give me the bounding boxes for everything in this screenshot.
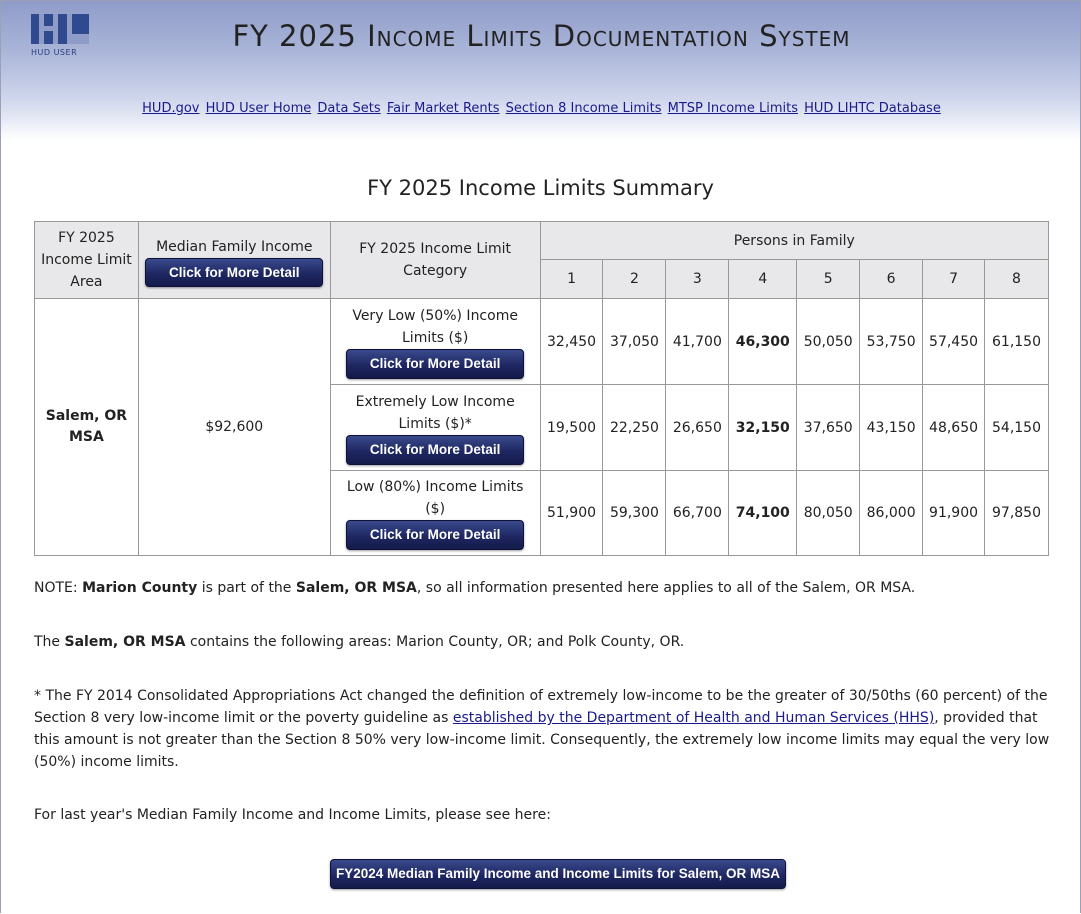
logo-text: HUD USER	[31, 48, 78, 57]
value-cell: 57,450	[923, 299, 985, 385]
header-median-family-income	[138, 222, 330, 299]
nav-link-hud-lihtc-database[interactable]: HUD LIHTC Database	[804, 101, 941, 116]
value-cell: 22,250	[603, 385, 666, 471]
contains-paragraph: The Salem, OR MSA contains the following areas: Marion County, OR; and Polk County, OR.	[34, 634, 685, 650]
nav-link-hud-user-home[interactable]: HUD User Home	[205, 101, 312, 116]
header-category: FY 2025 Income Limit Category	[330, 222, 540, 299]
nav-link-section8-income-limits[interactable]: Section 8 Income Limits	[505, 101, 662, 116]
area-cell: Salem, OR MSA	[35, 299, 139, 556]
extremely-low-detail-button[interactable]: Click for More Detail	[346, 435, 524, 465]
value-cell: 74,100	[729, 471, 797, 556]
summary-title: FY 2025 Income Limits Summary	[367, 176, 714, 200]
hhs-link[interactable]: established by the Department of Health and Human Services (HHS)	[452, 710, 935, 726]
mfi-detail-button[interactable]: Click for More Detail	[145, 258, 323, 287]
site-header	[1, 1, 1080, 141]
value-cell: 53,750	[860, 299, 923, 385]
value-cell: 48,650	[923, 385, 985, 471]
value-cell: 50,050	[797, 299, 860, 385]
value-cell: 80,050	[797, 471, 860, 556]
value-cell: 66,700	[666, 471, 729, 556]
header-person-count: 5	[797, 260, 860, 299]
category-label: Extremely Low Income Limits ($)*	[355, 393, 515, 432]
header-person-count: 8	[985, 260, 1049, 299]
value-cell: 97,850	[985, 471, 1049, 556]
site-title: FY 2025 Income Limits Documentation System	[232, 19, 851, 53]
value-cell: 26,650	[666, 385, 729, 471]
category-label: Very Low (50%) Income Limits ($)	[352, 307, 518, 346]
table-row-very-low	[35, 299, 1049, 385]
nav-link-data-sets[interactable]: Data Sets	[317, 101, 381, 116]
last-year-text: For last year's Median Family Income and Income Limits, please see here:	[34, 807, 551, 823]
value-cell: 59,300	[603, 471, 666, 556]
header-person-count: 1	[540, 260, 603, 299]
category-cell	[330, 385, 540, 471]
very-low-detail-button[interactable]: Click for More Detail	[346, 349, 524, 379]
value-cell: 51,900	[540, 471, 603, 556]
header-person-count: 4	[729, 260, 797, 299]
header-person-count: 3	[666, 260, 729, 299]
value-cell: 19,500	[540, 385, 603, 471]
note-paragraph: NOTE: Marion County is part of the Salem, OR MSA, so all information presented here applies to all of the Salem, OR MSA.	[34, 580, 916, 596]
category-label: Low (80%) Income Limits ($)	[346, 479, 524, 517]
mfi-cell: $92,600	[138, 299, 330, 556]
income-limits-table	[34, 221, 1049, 556]
header-persons-in-family: Persons in Family	[540, 222, 1048, 260]
fy2024-limits-button[interactable]: FY2024 Median Family Income and Income Limits for Salem, OR MSA	[330, 859, 786, 889]
nav-link-hud-gov[interactable]: HUD.gov	[142, 101, 200, 116]
value-cell: 91,900	[923, 471, 985, 556]
header-area: FY 2025 Income Limit Area	[35, 222, 139, 299]
value-cell: 32,450	[540, 299, 603, 385]
value-cell: 86,000	[860, 471, 923, 556]
value-cell: 41,700	[666, 299, 729, 385]
value-cell: 32,150	[729, 385, 797, 471]
header-person-count: 2	[603, 260, 666, 299]
nav-link-mtsp-income-limits[interactable]: MTSP Income Limits	[667, 101, 798, 116]
top-nav	[1, 101, 1081, 116]
nav-link-fair-market-rents[interactable]: Fair Market Rents	[386, 101, 500, 116]
value-cell: 43,150	[860, 385, 923, 471]
category-cell	[330, 299, 540, 385]
value-cell: 46,300	[729, 299, 797, 385]
value-cell: 61,150	[985, 299, 1049, 385]
mfi-header-label: Median Family Income	[156, 238, 313, 255]
footnote-paragraph: * The FY 2014 Consolidated Appropriations Act changed the definition of extremely low-income to be the greater of 30/50ths (60 percent) of the Section 8 very low-income limit or the poverty guideline as established by the Department of Health and Human Services (HHS), provided that this amount is not greater than the Section 8 50% very low-income limit. Consequently, the extremely low income limits may equal the very low (50%) income limits.	[34, 688, 1050, 770]
low-detail-button[interactable]: Click for More Detail	[346, 520, 524, 550]
header-person-count: 7	[923, 260, 985, 299]
category-cell	[330, 471, 540, 556]
value-cell: 37,650	[797, 385, 860, 471]
value-cell: 54,150	[985, 385, 1049, 471]
value-cell: 37,050	[603, 299, 666, 385]
header-person-count: 6	[860, 260, 923, 299]
